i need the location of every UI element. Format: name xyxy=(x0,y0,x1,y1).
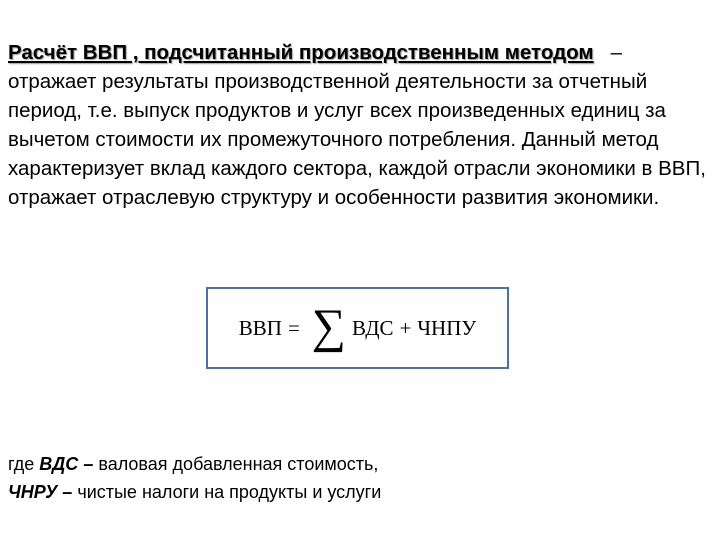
legend-line-chnru xyxy=(8,478,708,506)
formula-term-vds: ВДС xyxy=(352,315,394,340)
legend-term-vds: ВДС xyxy=(39,454,79,474)
definition-paragraph xyxy=(8,38,708,212)
legend-definition-chnru: чистые налоги на продукты и услуги xyxy=(77,482,382,502)
legend-definition-vds: валовая добавленная стоимость, xyxy=(98,454,379,474)
sum-symbol: ∑ xyxy=(311,300,346,353)
legend-term-chnru: ЧНРУ xyxy=(8,482,58,502)
formula-box xyxy=(206,287,509,369)
section-heading: Расчёт ВВП , подсчитанный производственным методом xyxy=(8,41,594,64)
legend-dash-1: – xyxy=(83,454,94,474)
legend-prefix: где xyxy=(8,454,35,474)
formula-equals: = xyxy=(287,315,300,340)
legend-dash-2: – xyxy=(62,482,73,502)
formula-lhs: ВВП xyxy=(238,315,282,340)
formula-plus: + xyxy=(399,315,412,340)
formula-legend xyxy=(8,450,708,506)
legend-line-vds xyxy=(8,450,708,478)
heading-dash: – xyxy=(610,41,623,64)
formula-term-chnpu: ЧНПУ xyxy=(417,315,477,340)
definition-text: отражает результаты производственной деятельности за отчетный период, т.е. выпуск продуктов и услуг всех произведенных единиц за вычетом стоимости их промежуточного потребления. Данный метод характеризует вклад каждого сектора, каждой отрасли экономики в ВВП, отражает отраслевую структуру и особенности развития экономики. xyxy=(8,70,706,209)
